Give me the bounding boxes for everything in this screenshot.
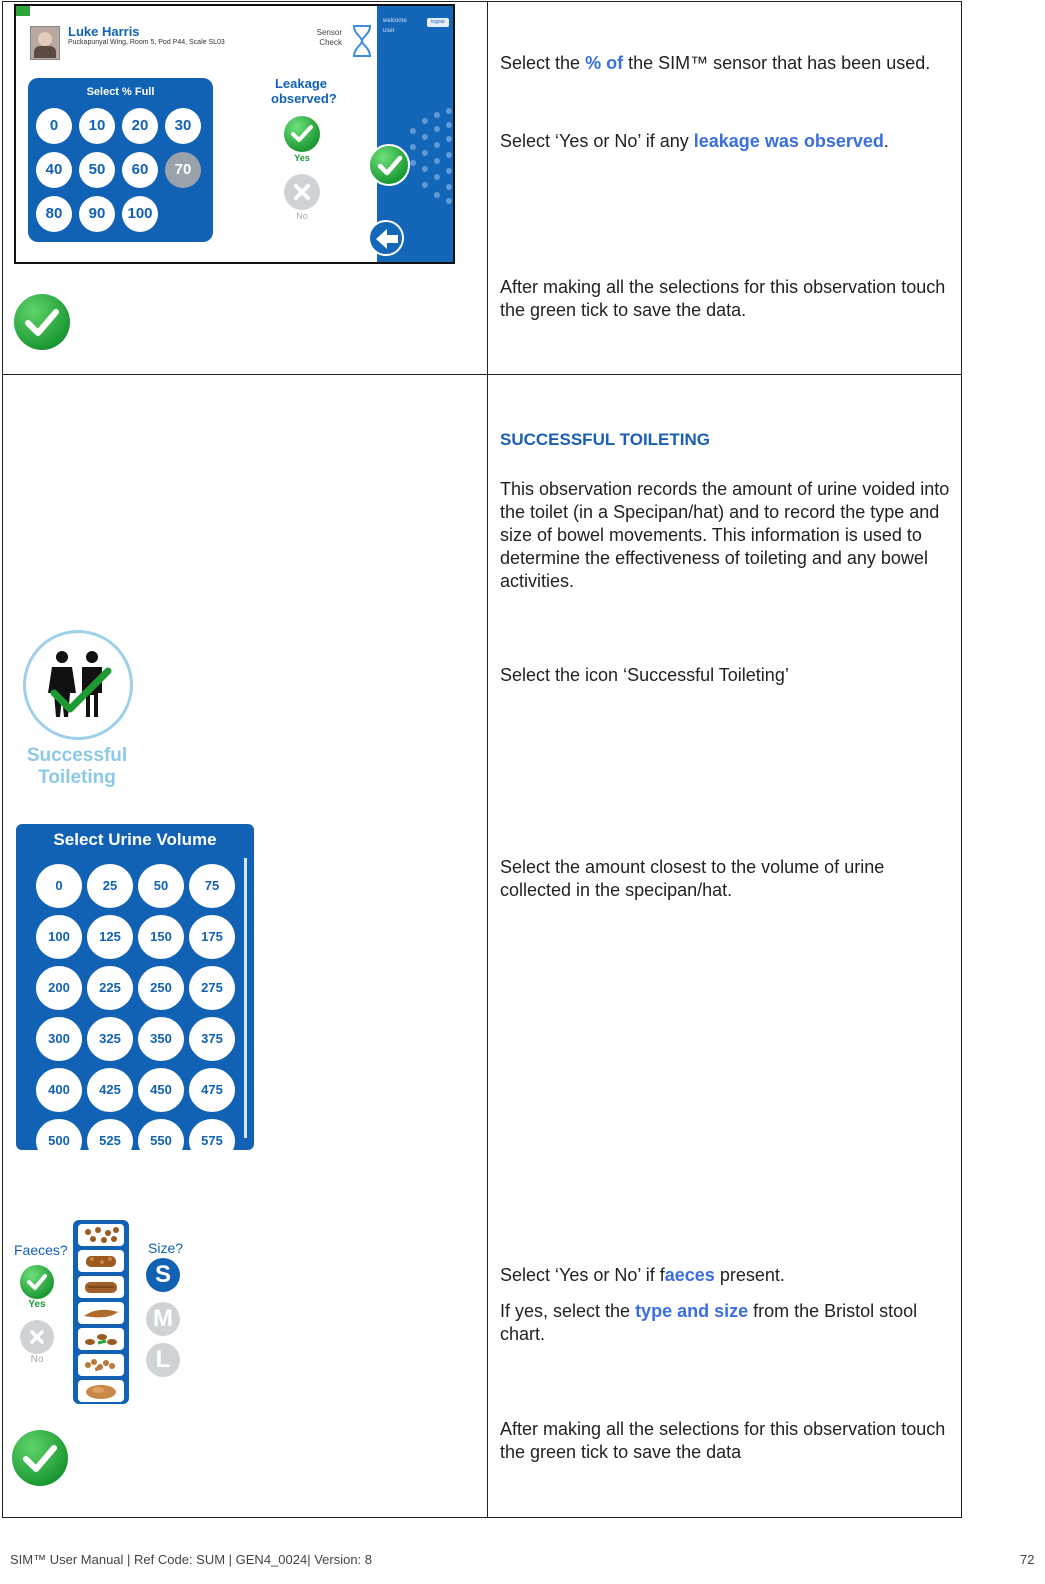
save-tick-button[interactable] — [368, 144, 410, 186]
faeces-no-button[interactable] — [20, 1320, 54, 1354]
footer-reference: SIM™ User Manual | Ref Code: SUM | GEN4_0024| Version: 8 — [10, 1552, 373, 1567]
instruction-select-icon: Select the icon ‘Successful Toileting’ — [500, 665, 789, 685]
section-heading: SUCCESSFUL TOILETING — [500, 430, 711, 449]
patient-name: Luke Harris — [68, 24, 140, 39]
successful-toileting-label: Successful Toileting — [26, 745, 128, 788]
instruction-urine-volume: Select the amount closest to the volume of urine collected in the specipan/hat. — [500, 857, 885, 900]
urine-volume-option[interactable]: 475 — [189, 1068, 235, 1112]
leakage-no-button[interactable] — [284, 174, 320, 210]
urine-volume-option[interactable]: 575 — [189, 1119, 235, 1150]
stool-type-2[interactable] — [78, 1250, 124, 1272]
instruction-save-2: After making all the selections for this observation touch the green tick to save the data — [500, 1419, 946, 1462]
urine-volume-option[interactable]: 225 — [87, 966, 133, 1010]
leakage-yes-label: Yes — [294, 153, 310, 163]
urine-volume-option[interactable]: 350 — [138, 1017, 184, 1061]
back-arrow-button[interactable] — [368, 220, 404, 256]
row-divider — [2, 374, 962, 375]
stool-type-5[interactable] — [78, 1328, 124, 1350]
instruction-leakage: Select ‘Yes or No’ if any leakage was observed. — [500, 131, 889, 151]
patient-location: Puckapunyal Wing, Room 5, Pod P44, Scale SL03 — [68, 39, 225, 46]
green-tick-icon-2 — [12, 1430, 68, 1486]
stool-type-1[interactable] — [78, 1224, 124, 1246]
stool-type-3[interactable] — [78, 1276, 124, 1298]
hourglass-icon — [350, 24, 374, 63]
size-medium-button[interactable]: M — [146, 1302, 180, 1336]
urine-volume-option[interactable]: 525 — [87, 1119, 133, 1150]
faeces-yes-button[interactable] — [20, 1265, 54, 1299]
urine-volume-option[interactable]: 100 — [36, 915, 82, 959]
page-number: 72 — [1020, 1552, 1035, 1567]
urine-volume-option[interactable]: 275 — [189, 966, 235, 1010]
faeces-yes-label: Yes — [28, 1299, 46, 1310]
bristol-stool-chart — [73, 1220, 129, 1404]
status-indicator — [16, 6, 30, 16]
instruction-select-percent: Select the % of the SIM™ sensor that has been used. — [500, 53, 931, 73]
section-description: This observation records the amount of urine voided into the toilet (in a Specipan/hat) and to record the type and size of bowel movements. This information is used to determine the effectiveness of toileting and any bowel activities. — [500, 479, 950, 591]
faeces-no-label: No — [30, 1354, 44, 1365]
scrollbar[interactable] — [244, 858, 247, 1138]
urine-volume-option[interactable]: 25 — [87, 864, 133, 908]
percent-option[interactable]: 80 — [36, 196, 72, 232]
successful-toileting-icon[interactable] — [23, 630, 133, 740]
percent-option[interactable]: 70 — [165, 152, 201, 188]
avatar — [30, 26, 60, 60]
instruction-faeces: Select ‘Yes or No’ if faeces present. — [500, 1265, 785, 1285]
urine-volume-option[interactable]: 400 — [36, 1068, 82, 1112]
urine-volume-option[interactable]: 0 — [36, 864, 82, 908]
size-small-button[interactable]: S — [146, 1258, 180, 1292]
stool-type-6[interactable] — [78, 1354, 124, 1376]
urine-volume-option[interactable]: 75 — [189, 864, 235, 908]
urine-volume-option[interactable]: 375 — [189, 1017, 235, 1061]
sensor-check-screenshot — [14, 4, 455, 264]
welcome-label: welcome — [383, 18, 407, 24]
stool-type-7[interactable] — [78, 1380, 124, 1402]
urine-volume-option[interactable]: 150 — [138, 915, 184, 959]
leakage-question: Leakage observed? — [271, 76, 337, 106]
column-divider — [487, 1, 488, 1518]
green-tick-icon — [14, 294, 70, 350]
percent-option[interactable]: 50 — [79, 152, 115, 188]
urine-volume-option[interactable]: 500 — [36, 1119, 82, 1150]
select-percent-title: Select % Full — [86, 86, 155, 98]
urine-volume-option[interactable]: 125 — [87, 915, 133, 959]
logout-button[interactable]: logout — [427, 18, 449, 27]
user-label: user — [383, 28, 395, 34]
select-percent-panel — [28, 78, 213, 242]
urine-volume-option[interactable]: 50 — [138, 864, 184, 908]
urine-volume-title: Select Urine Volume — [53, 830, 217, 849]
leakage-no-label: No — [296, 211, 308, 221]
urine-volume-option[interactable]: 200 — [36, 966, 82, 1010]
urine-volume-option[interactable]: 325 — [87, 1017, 133, 1061]
size-large-button[interactable]: L — [146, 1343, 180, 1377]
percent-option[interactable]: 90 — [79, 196, 115, 232]
percent-option[interactable]: 60 — [122, 152, 158, 188]
urine-volume-option[interactable]: 300 — [36, 1017, 82, 1061]
sensor-check-label: Sensor Check — [316, 28, 342, 47]
instruction-save: After making all the selections for this observation touch the green tick to save the data. — [500, 277, 946, 320]
people-tick-icon — [46, 649, 112, 721]
urine-volume-option[interactable]: 425 — [87, 1068, 133, 1112]
percent-option[interactable]: 20 — [122, 108, 158, 144]
instruction-type-size: If yes, select the type and size from the Bristol stool chart. — [500, 1301, 918, 1344]
faeces-label: Faeces? — [14, 1242, 68, 1258]
percent-option[interactable]: 10 — [79, 108, 115, 144]
urine-volume-option[interactable]: 250 — [138, 966, 184, 1010]
urine-volume-option[interactable]: 450 — [138, 1068, 184, 1112]
percent-option[interactable]: 100 — [122, 196, 158, 232]
urine-volume-option[interactable]: 175 — [189, 915, 235, 959]
stool-type-4[interactable] — [78, 1302, 124, 1324]
percent-option[interactable]: 40 — [36, 152, 72, 188]
percent-option[interactable]: 0 — [36, 108, 72, 144]
leakage-yes-button[interactable] — [284, 116, 320, 152]
percent-option[interactable]: 30 — [165, 108, 201, 144]
urine-volume-option[interactable]: 550 — [138, 1119, 184, 1150]
urine-volume-panel — [16, 824, 254, 1150]
size-label: Size? — [148, 1240, 184, 1256]
